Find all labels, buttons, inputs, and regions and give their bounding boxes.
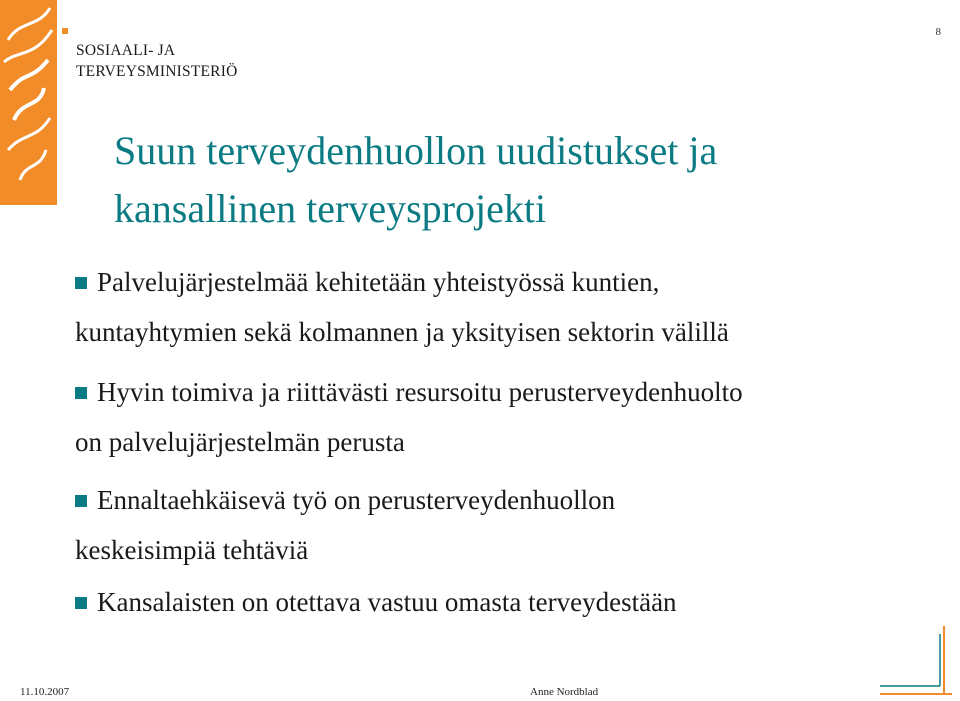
bullet-item bbox=[75, 367, 743, 467]
ministry-line-2: TERVEYSMINISTERIÖ bbox=[76, 63, 238, 80]
corner-frame-icon bbox=[880, 626, 952, 696]
bullet-text: Palvelujärjestelmää kehitetään yhteistyössä kuntien, bbox=[97, 267, 660, 297]
page-number: 8 bbox=[935, 26, 941, 38]
bullet-square-icon bbox=[75, 387, 87, 399]
slide-title bbox=[114, 122, 934, 238]
bullet-line bbox=[75, 257, 729, 307]
bullet-square-icon bbox=[75, 277, 87, 289]
bullet-text: Ennaltaehkäisevä työ on perusterveydenhuollon bbox=[97, 485, 616, 515]
bullet-line bbox=[75, 577, 677, 627]
flame-logo-icon bbox=[0, 0, 57, 205]
bullet-text: Hyvin toimiva ja riittävästi resursoitu perusterveydenhuolto bbox=[97, 377, 743, 407]
ministry-line-1: SOSIAALI- JA bbox=[76, 42, 176, 59]
bullet-item bbox=[75, 257, 729, 357]
bullet-square-icon bbox=[75, 597, 87, 609]
bullet-item bbox=[75, 475, 615, 575]
bullet-line: on palvelujärjestelmän perusta bbox=[75, 427, 405, 457]
footer-author: Anne Nordblad bbox=[530, 686, 599, 698]
bullet-line bbox=[75, 475, 615, 525]
footer-date: 11.10.2007 bbox=[20, 686, 70, 698]
bullet-item bbox=[75, 577, 677, 627]
title-line-2: kansallinen terveysprojekti bbox=[114, 186, 547, 231]
title-line-1: Suun terveydenhuollon uudistukset ja bbox=[114, 128, 718, 173]
ministry-name bbox=[76, 40, 237, 82]
bullet-line bbox=[75, 367, 743, 417]
bullet-line: keskeisimpiä tehtäviä bbox=[75, 535, 309, 565]
ministry-logo bbox=[0, 0, 57, 205]
bullet-line: kuntayhtymien sekä kolmannen ja yksityisen sektorin välillä bbox=[75, 317, 729, 347]
header-square-icon bbox=[62, 28, 68, 34]
bullet-text: Kansalaisten on otettava vastuu omasta terveydestään bbox=[97, 587, 677, 617]
bullet-square-icon bbox=[75, 495, 87, 507]
